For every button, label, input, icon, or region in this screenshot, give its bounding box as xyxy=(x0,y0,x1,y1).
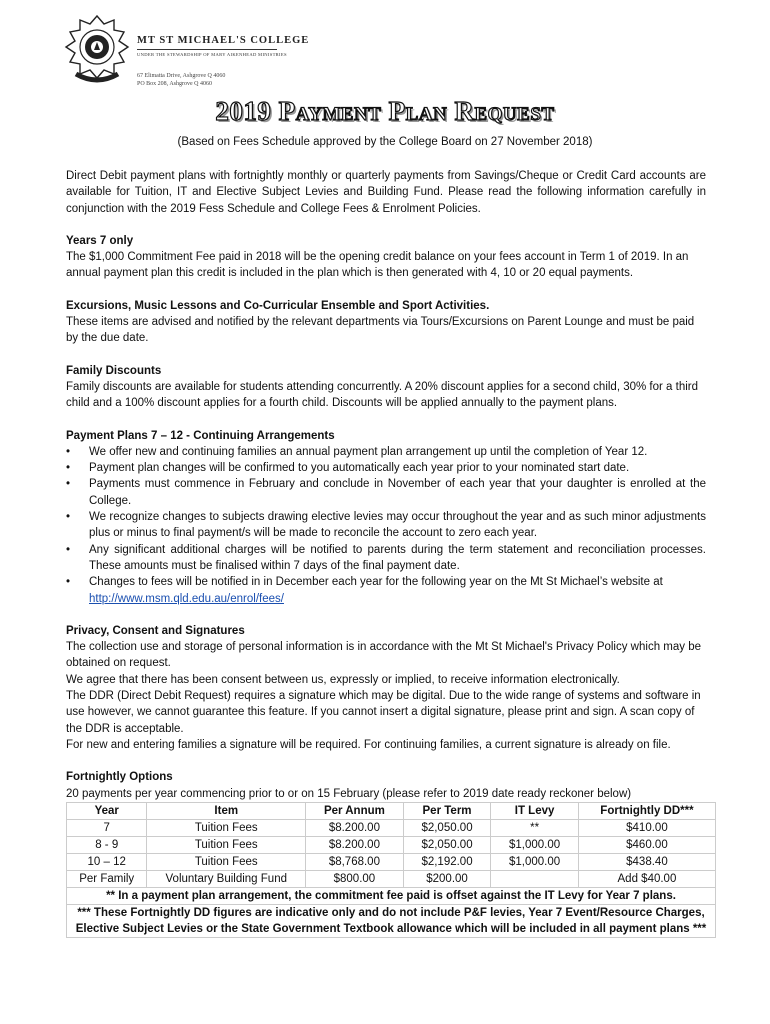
table-cell: $438.40 xyxy=(578,853,715,870)
fees-change-text: Changes to fees will be notified in in December each year for the following year on the Mt St Michael’s website at xyxy=(89,576,663,589)
excursions-heading: Excursions, Music Lessons and Co-Curricular Ensemble and Sport Activities. xyxy=(66,299,490,312)
excursions-text: These items are advised and notified by the relevant departments via Tours/Excursions on Parent Lounge and must be paid by the due date. xyxy=(66,316,695,345)
table-cell: $1,000.00 xyxy=(491,836,579,853)
table-cell: $8,768.00 xyxy=(306,853,404,870)
table-cell: ** xyxy=(491,819,579,836)
table-cell: $460.00 xyxy=(578,836,715,853)
table-cell: $800.00 xyxy=(306,870,404,887)
list-item: • Payment plan changes will be confirmed to you automatically each year prior to your nominated start date. xyxy=(89,460,706,476)
list-item: • Payments must commence in February and conclude in November of each year that your daughter is enrolled at the College. xyxy=(89,476,706,509)
table-cell: Tuition Fees xyxy=(147,819,306,836)
years7-text: The $1,000 Commitment Fee paid in 2018 will be the opening credit balance on your fees account in Term 1 of 2019. In an annual payment plan this credit is included in the plan which is then generated with 4, 10 or 20 equal payments. xyxy=(66,251,689,280)
years7-section xyxy=(66,233,706,282)
table-cell xyxy=(491,870,579,887)
indicative-figures-note: *** These Fortnightly DD figures are indicative only and do not include P&F levies, Year 7 Event/Resource Charges, Elective Subject Levies or the State Government Textbook allowance which will be included in all payment plans *** xyxy=(67,904,716,937)
list-item xyxy=(89,574,706,607)
address-line-2: PO Box 208, Ashgrove Q 4060 xyxy=(137,81,213,87)
it-levy-note: ** In a payment plan arrangement, the commitment fee paid is offset against the IT Levy for Year 7 plans. xyxy=(67,887,716,904)
stewardship-line: UNDER THE STEWARDSHIP OF MARY AIKENHEAD MINISTRIES xyxy=(137,52,287,57)
table-cell: $2,050.00 xyxy=(403,836,491,853)
plans-heading: Payment Plans 7 – 12 - Continuing Arrangements xyxy=(66,429,335,442)
table-cell: 10 – 12 xyxy=(67,853,147,870)
excursions-section xyxy=(66,298,706,347)
page-title: 2019 Payment Plan Request xyxy=(215,96,555,126)
privacy-paragraph: The collection use and storage of personal information is in accordance with the Mt St Michael's Privacy Policy which may be obtained on request. xyxy=(66,641,701,670)
years7-heading: Years 7 only xyxy=(66,234,134,247)
column-header: Item xyxy=(147,802,306,819)
table-row xyxy=(67,819,716,836)
header-divider xyxy=(137,49,277,50)
family-section xyxy=(66,363,706,412)
fortnightly-intro: 20 payments per year commencing prior to or on 15 February (please refer to 2019 date ready reckoner below) xyxy=(66,787,632,800)
table-cell: $8.200.00 xyxy=(306,836,404,853)
intro-paragraph: Direct Debit payment plans with fortnightly monthly or quarterly payments from Savings/Cheque or Credit Card accounts are available for Tuition, IT and Elective Subject Levies and Building Fund. Please read the following information carefully in conjunction with the 2019 Fess Schedule and College Fees & Enrolment Policies. xyxy=(66,170,706,215)
table-cell: Add $40.00 xyxy=(578,870,715,887)
fortnightly-heading: Fortnightly Options xyxy=(66,771,173,784)
column-header: Per Term xyxy=(403,802,491,819)
table-cell: 7 xyxy=(67,819,147,836)
privacy-heading: Privacy, Consent and Signatures xyxy=(66,624,245,637)
table-row xyxy=(67,853,716,870)
column-header: Fortnightly DD*** xyxy=(578,802,715,819)
table-note-row xyxy=(67,887,716,904)
document-body xyxy=(66,168,706,938)
table-cell: $2,192.00 xyxy=(403,853,491,870)
table-row xyxy=(67,836,716,853)
table-cell: $410.00 xyxy=(578,819,715,836)
privacy-paragraph: We agree that there has been consent between us, expressly or implied, to receive information electronically. xyxy=(66,673,620,686)
table-cell: Tuition Fees xyxy=(147,836,306,853)
privacy-paragraph: The DDR (Direct Debit Request) requires a signature which may be digital. Due to the wide range of systems and software in use however, we cannot guarantee this feature. If you cannot insert a digital signature, please print and sign. A scan copy of the DDR is acceptable. xyxy=(66,690,701,735)
table-header-row xyxy=(67,802,716,819)
list-item: • Any significant additional charges will be notified to parents during the term statement and reconciliation processes. These amounts must be finalised within 7 days of the final payment date. xyxy=(89,542,706,575)
family-heading: Family Discounts xyxy=(66,364,162,377)
college-address xyxy=(137,72,225,88)
table-row xyxy=(67,870,716,887)
plans-bullet-list xyxy=(66,444,706,607)
table-cell: $200.00 xyxy=(403,870,491,887)
privacy-paragraph: For new and entering families a signature will be required. For continuing families, a current signature is already on file. xyxy=(66,738,671,751)
list-item: • We offer new and continuing families an annual payment plan arrangement up until the completion of Year 12. xyxy=(89,444,706,460)
fortnightly-options-table xyxy=(66,802,716,938)
college-name: MT ST MICHAEL'S COLLEGE xyxy=(137,35,310,46)
table-cell: Tuition Fees xyxy=(147,853,306,870)
list-item: • We recognize changes to subjects drawing elective levies may occur throughout the year and as such minor adjustments plus or minus to final payment/s will be made to reconcile the account to zero each year. xyxy=(89,509,706,542)
page-subtitle: (Based on Fees Schedule approved by the College Board on 27 November 2018) xyxy=(177,136,593,148)
table-cell: $8.200.00 xyxy=(306,819,404,836)
table-cell: Per Family xyxy=(67,870,147,887)
column-header: Year xyxy=(67,802,147,819)
table-cell: Voluntary Building Fund xyxy=(147,870,306,887)
table-cell: $2,050.00 xyxy=(403,819,491,836)
address-line-1: 67 Elimatta Drive, Ashgrove Q 4060 xyxy=(137,73,226,79)
fortnightly-section xyxy=(66,769,706,938)
fees-website-link[interactable]: http://www.msm.qld.edu.au/enrol/fees/ xyxy=(89,592,284,605)
plans-section xyxy=(66,428,706,607)
college-crest-icon xyxy=(62,14,132,88)
column-header: Per Annum xyxy=(306,802,404,819)
family-text: Family discounts are available for students attending concurrently. A 20% discount applies for a second child, 30% for a third child and a 100% discount applies for a fourth child. Discounts will be applied annually to the payment plans. xyxy=(66,380,699,410)
privacy-section xyxy=(66,623,706,753)
table-cell: 8 - 9 xyxy=(67,836,147,853)
table-cell: $1,000.00 xyxy=(491,853,579,870)
table-note-row xyxy=(67,904,716,937)
column-header: IT Levy xyxy=(491,802,579,819)
